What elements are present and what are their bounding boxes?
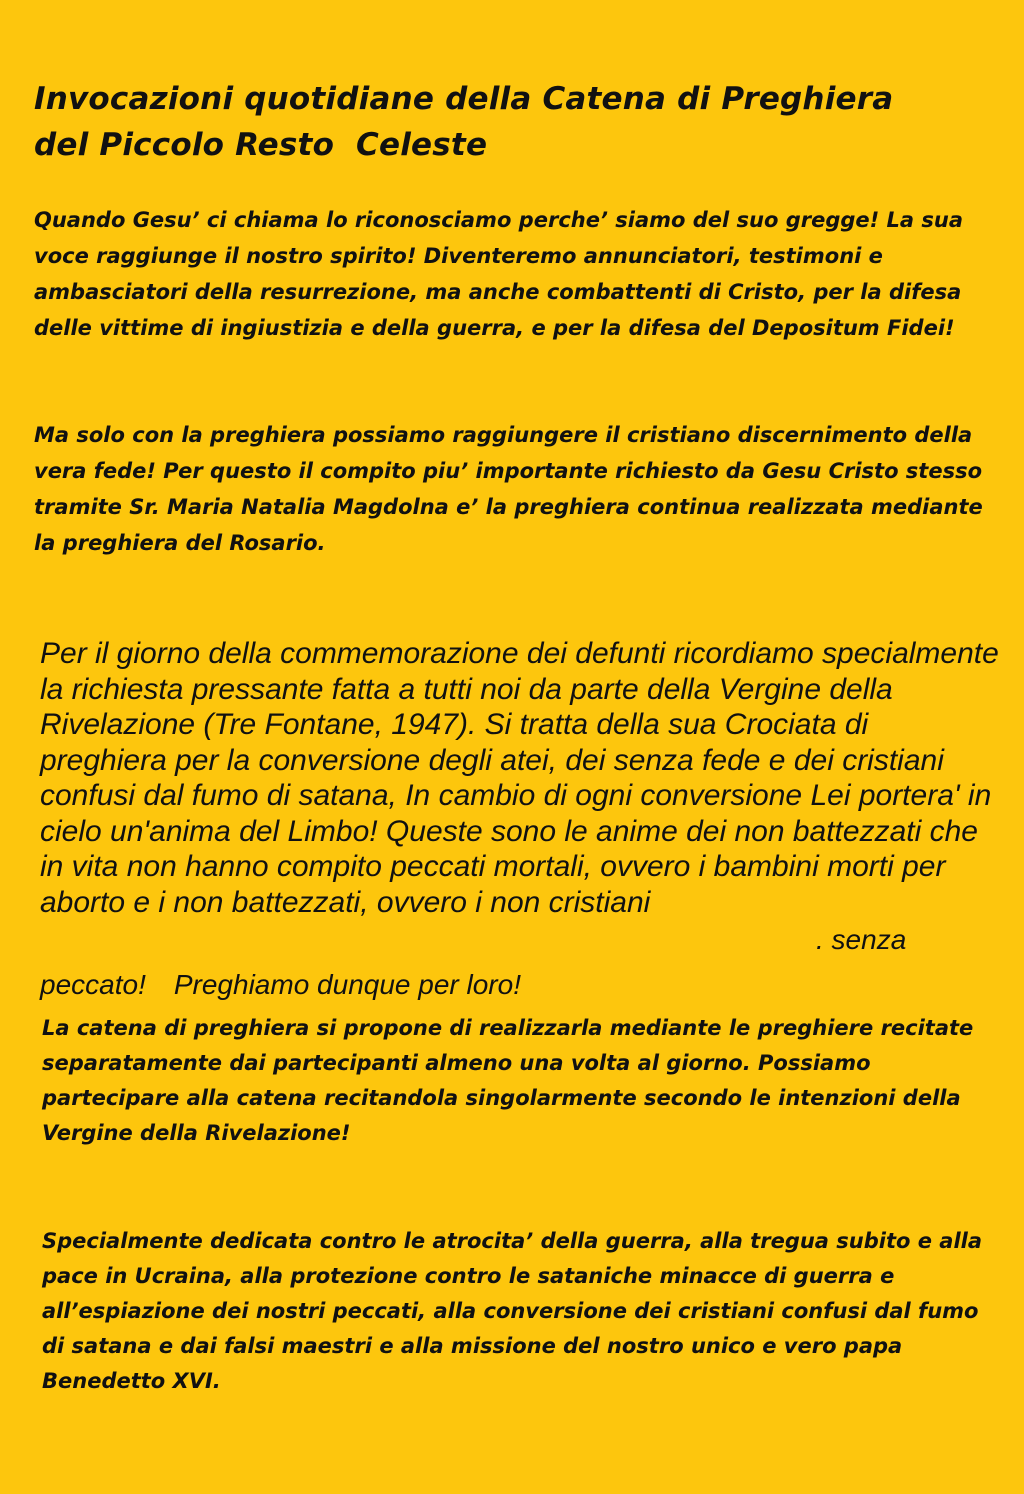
page-title (34, 76, 994, 168)
commemoration-text: Per il giorno della commemorazione dei defunti ricordiamo specialmente la richiesta pressante fatta a tutti noi da parte della Vergine della Rivelazione (Tre Fontane, 1947). Si tratta della sua Crociata di preghiera per la conversione degli atei, dei senza fede e dei cristiani confusi dal fumo di satana, In cambio di ogni conversione Lei portera' in cielo un'anima del Limbo! Queste sono le anime dei non battezzati che in vita non hanno compito peccati mortali, ovvero i bambini morti per aborto e i non battezzati, ovvero i non cristiani (40, 637, 999, 919)
title-line-1: Invocazioni quotidiane della Catena di Preghiera (34, 81, 894, 117)
chain-paragraph: La catena di preghiera si propone di realizzarla mediante le preghiere recitate separatamente dai partecipanti almeno una volta al giorno. Possiamo partecipare alla catena recitandola singolarmente secondo le intenzioni della Vergine della Rivelazione! (42, 1016, 974, 1145)
commemoration-tail-a: peccato! (40, 969, 146, 1000)
title-line-2: del Piccolo Resto Celeste (34, 127, 488, 163)
commemoration-continuation: . senza (816, 924, 907, 955)
dedication-paragraph: Specialmente dedicata contro le atrocita’ della guerra, alla tregua subito e alla pace in Ucraina, alla protezione contro le sataniche minacce di guerra e all’espiazione dei nostri peccati, alla conversione dei cristiani confusi dal fumo di satana e dai falsi maestri e alla missione del nostro unico e vero papa Benedetto XVI. (42, 1229, 983, 1393)
intro-paragraph: Quando Gesu’ ci chiama lo riconosciamo perche’ siamo del suo gregge! La sua voce raggiunge il nostro spirito! Diventeremo annunciatori, testimoni e ambasciatori della resurrezione, ma anche combattenti di Cristo, per la difesa delle vittime di ingiustizia e della guerra, e per la difesa del Depositum Fidei! (34, 208, 964, 340)
commemoration-paragraph (40, 636, 1000, 920)
commemoration-tail-b: Preghiamo dunque per loro! (173, 969, 521, 1000)
prayer-paragraph: Ma solo con la preghiera possiamo raggiungere il cristiano discernimento della vera fede! Per questo il compito piu’ importante richiesto da Gesu Cristo stesso tramite Sr. Maria Natalia Magdolna e’ la preghiera continua realizzata mediante la preghiera del Rosario. (34, 423, 983, 555)
commemoration-tail (40, 963, 1000, 1007)
